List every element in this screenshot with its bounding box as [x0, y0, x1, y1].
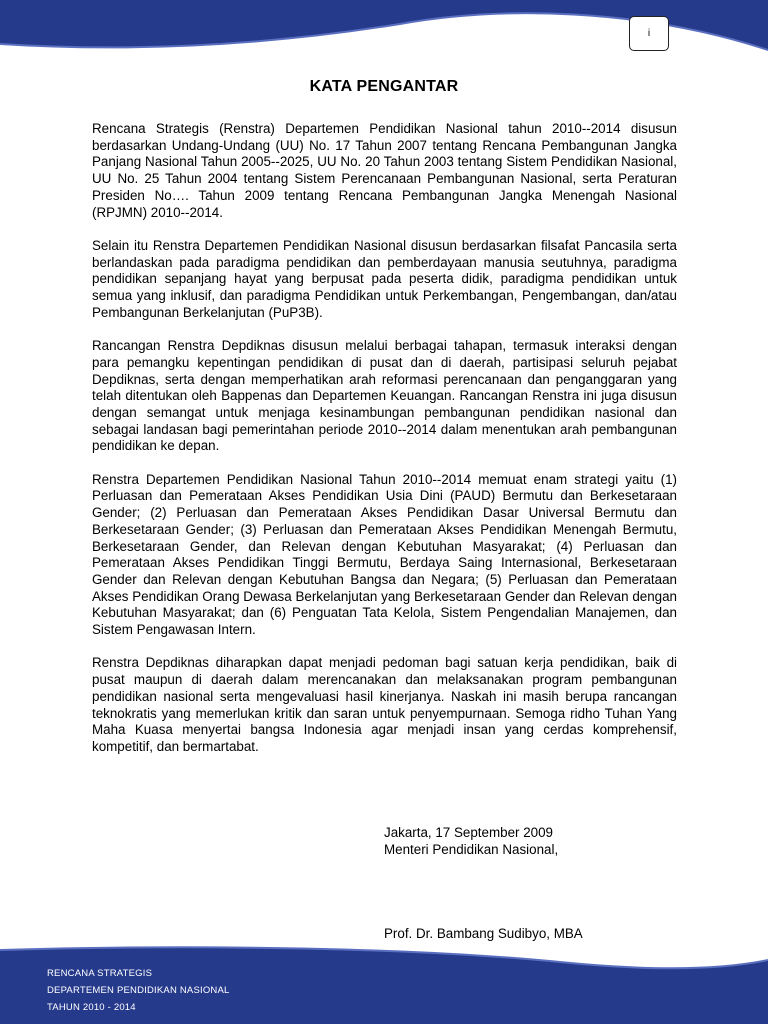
signature-position: Menteri Pendidikan Nasional,: [384, 842, 559, 857]
paragraph-5: Renstra Depdiknas diharapkan dapat menjadi pedoman bagi satuan kerja pendidikan, baik di pusat maupun di daerah dalam merencanakan dan melaksanakan program pembangunan pendidikan nasional serta mengevaluasi hasil kinerjanya. Naskah ini masih berupa rancangan teknokratis yang memerlukan kritik dan saran untuk penyempurnaan. Semoga ridho Tuhan Yang Maha Kuasa menyertai bangsa Indonesia agar menjadi insan yang cerdas komprehensif, kompetitif, dan bermartabat.: [92, 655, 677, 754]
signature-place-date: Jakarta, 17 September 2009: [384, 825, 553, 840]
page-number-box: [629, 16, 669, 51]
paragraph-2: Selain itu Renstra Departemen Pendidikan Nasional disusun berdasarkan filsafat Pancasila serta berlandaskan pada paradigma pendidikan dan pemberdayaan manusia seutuhnya, paradigma pendidikan sepanjang hayat yang berpusat pada peserta didik, paradigma pendidikan untuk semua yang inklusif, dan paradigma Pendidikan untuk Perkembangan, Pengembangan, dan/atau Pembangunan Berkelanjutan (PuP3B).: [92, 237, 677, 320]
footer-line-2: DEPARTEMEN PENDIDIKAN NASIONAL: [47, 985, 230, 996]
footer-line-1: RENCANA STRATEGIS: [47, 968, 153, 979]
body-text: [92, 121, 677, 772]
page-title: KATA PENGANTAR: [309, 78, 459, 95]
footer-line-3: TAHUN 2010 - 2014: [47, 1002, 136, 1013]
signature-name: Prof. Dr. Bambang Sudibyo, MBA: [384, 926, 583, 941]
page-number: i: [647, 28, 651, 39]
paragraph-4: Renstra Departemen Pendidikan Nasional Tahun 2010--2014 memuat enam strategi yaitu (1) Perluasan dan Pemerataan Akses Pendidikan Usia Dini (PAUD) Bermutu dan Berkesetaraan Gender; (2) Perluasan dan Pemerataan Akses Pendidikan Dasar Universal Bermutu dan Berkesetaraan Gender; (3) Perluasan dan Pemerataan Akses Pendidikan Menengah Bermutu, Berkesetaraan Gender, dan Relevan dengan Kebutuhan Masyarakat; (4) Perluasan dan Pemerataan Akses Pendidikan Tinggi Bermutu, Berdaya Saing Internasional, Berkesetaraan Gender dan Relevan dengan Kebutuhan Bangsa dan Negara; (5) Perluasan dan Pemerataan Akses Pendidikan Orang Dewasa Berkelanjutan yang Berkesetaraan Gender dan Relevan dengan Kebutuhan Masyarakat; dan (6) Penguatan Tata Kelola, Sistem Pengendalian Manajemen, dan Sistem Pengawasan Intern.: [92, 471, 677, 638]
footer-label: [47, 965, 230, 1016]
paragraph-3: Rancangan Renstra Depdiknas disusun melalui berbagai tahapan, termasuk interaksi dengan para pemangku kepentingan pendidikan di pusat dan di daerah, partisipasi seluruh pejabat Depdiknas, serta dengan memperhatikan arah reformasi perencanaan dan penganggaran yang telah ditentukan oleh Bappenas dan Departemen Keuangan. Rancangan Renstra ini juga disusun dengan semangat untuk menjaga kesinambungan pembangunan pendidikan nasional dan sebagai landasan bagi pemerintahan periode 2010--2014 dalam menentukan arah pembangunan pendidikan ke depan.: [92, 338, 677, 454]
paragraph-1: Rencana Strategis (Renstra) Departemen Pendidikan Nasional tahun 2010--2014 disusun berdasarkan Undang-Undang (UU) No. 17 Tahun 2007 tentang Rencana Pembangunan Jangka Panjang Nasional Tahun 2005--2025, UU No. 20 Tahun 2003 tentang Sistem Pendidikan Nasional, UU No. 25 Tahun 2004 tentang Sistem Perencanaan Pembangunan Nasional, serta Peraturan Presiden No…. Tahun 2009 tentang Rencana Pembangunan Jangka Menengah Nasional (RPJMN) 2010--2014.: [92, 121, 677, 220]
